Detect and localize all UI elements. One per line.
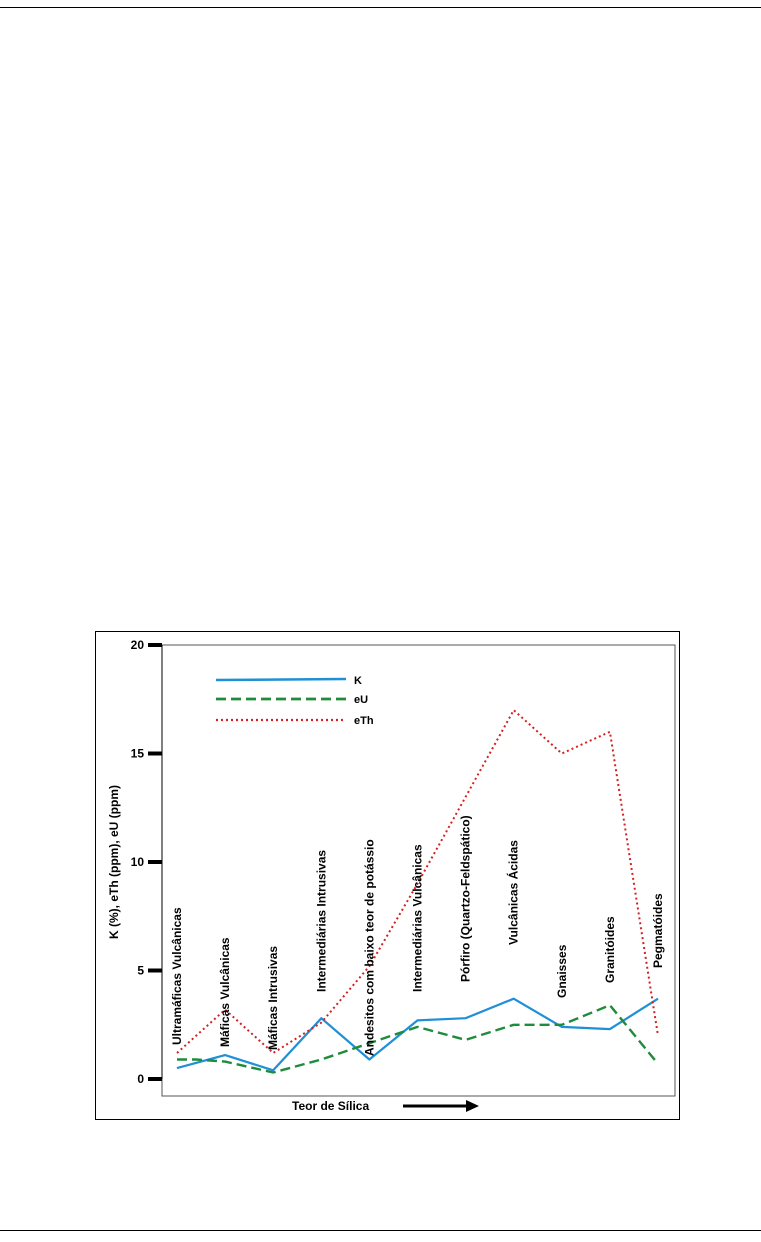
y-tick-label: 5 bbox=[137, 963, 144, 978]
category-label: Ultramáficas Vulcânicas bbox=[170, 907, 184, 1045]
chart-figure bbox=[95, 631, 680, 1120]
y-tick-label: 10 bbox=[130, 855, 144, 869]
legend-label-eth: eTh bbox=[354, 715, 374, 727]
y-tick-mark bbox=[148, 1077, 162, 1081]
legend-label-k: K bbox=[354, 675, 362, 687]
category-label: Vulcânicas Ácidas bbox=[506, 840, 521, 945]
y-axis bbox=[131, 638, 162, 1086]
legend-swatch-k bbox=[216, 679, 346, 680]
category-label: Intermediárias Intrusivas bbox=[314, 849, 329, 992]
category-label: Granitóides bbox=[602, 916, 617, 983]
y-tick-label: 20 bbox=[130, 638, 144, 652]
category-label: Intermediárias Vulcânicas bbox=[410, 844, 425, 992]
legend-label-eu: eU bbox=[354, 694, 369, 706]
category-label: Máficas Intrusivas bbox=[266, 945, 281, 1050]
x-axis-title: Teor de Sílica bbox=[292, 1099, 370, 1113]
y-tick-mark bbox=[148, 752, 162, 756]
line-chart bbox=[96, 632, 679, 1119]
x-axis-arrow-icon bbox=[403, 1100, 479, 1112]
category-label: Pórfiro (Quartzo-Feldspático) bbox=[458, 815, 473, 982]
y-tick-label: 0 bbox=[137, 1072, 144, 1086]
category-label: Máficas Vulcânicas bbox=[218, 937, 233, 1047]
page-bottom-rule bbox=[0, 1230, 761, 1231]
y-tick-mark bbox=[148, 969, 162, 973]
category-label: Gnaisses bbox=[554, 944, 569, 998]
y-axis-title: K (%), eTh (ppm), eU (ppm) bbox=[107, 785, 121, 939]
category-label: Andesitos com baixo teor de potássio bbox=[362, 839, 377, 1056]
category-label: Pegmatóides bbox=[651, 893, 665, 968]
y-tick-label: 15 bbox=[130, 746, 144, 761]
y-tick-mark bbox=[148, 860, 162, 864]
y-tick-mark bbox=[148, 643, 162, 647]
page-top-rule bbox=[0, 7, 761, 8]
